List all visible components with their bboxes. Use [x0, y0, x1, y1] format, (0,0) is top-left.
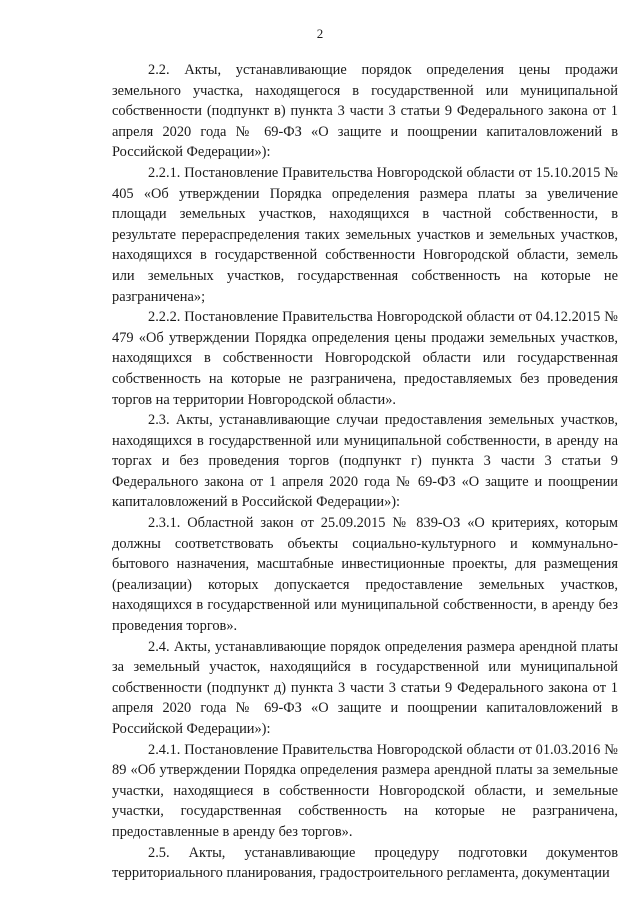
paragraph-2-2: 2.2. Акты, устанавливающие порядок определения цены продажи земельного участка, находящегося в государственной или муниципальной собственности (подпункт в) пункта 3 части 3 статьи 9 Федерального закона от 1 апреля 2020 года № 69-ФЗ «О защите и поощрении капиталовложений в Российской Федерации»): — [112, 62, 618, 161]
document-body — [112, 60, 618, 884]
paragraph-2-4-1: 2.4.1. Постановление Правительства Новгородской области от 01.03.2016 № 89 «Об утверждении Порядка определения размера арендной платы за земельные участки, находящиеся в собственности Новгородской области, и земельные участки, государственная собственность на которые не разграничена, предоставленные в аренду без торгов». — [112, 741, 618, 840]
paragraph-2-4: 2.4. Акты, устанавливающие порядок определения размера арендной платы за земельный участок, находящийся в государственной или муниципальной собственности (подпункт д) пункта 3 части 3 статьи 9 Федерального закона от 1 апреля 2020 года № 69-ФЗ «О защите и поощрении капиталовложений в Российской Федерации»): — [112, 638, 618, 737]
paragraph-2-5: 2.5. Акты, устанавливающие процедуру подготовки документов территориального планирования, градостроительного регламента, документации — [112, 844, 618, 882]
paragraph-2-3: 2.3. Акты, устанавливающие случаи предоставления земельных участков, находящихся в государственной или муниципальной собственности, в аренду на торгах и без проведения торгов (подпункт г) пункта 3 части 3 статьи 9 Федерального закона от 1 апреля 2020 года № 69-ФЗ «О защите и поощрении капиталовложений в Российской Федерации»): — [112, 412, 618, 511]
page-number: 2 — [316, 26, 324, 41]
paragraph-2-2-2: 2.2.2. Постановление Правительства Новгородской области от 04.12.2015 № 479 «Об утверждении Порядка определения цены продажи земельных участков, находящихся в собственности Новгородской области или государственная собственность на которые не разграничена, предоставляемых без проведения торгов на территории Новгородской области». — [112, 309, 618, 408]
paragraph-2-3-1: 2.3.1. Областной закон от 25.09.2015 № 839-ОЗ «О критериях, которым должны соответствовать объекты социально-культурного и коммунально-бытового назначения, масштабные инвестиционные проекты, для размещения (реализации) которых допускается предоставление земельных участков, находящихся в государственной или муниципальной собственности, в аренду без проведения торгов». — [112, 515, 618, 635]
paragraph-2-2-1: 2.2.1. Постановление Правительства Новгородской области от 15.10.2015 № 405 «Об утверждении Порядка определения размера платы за увеличение площади земельных участков, находящихся в частной собственности, в результате перераспределения таких земельных участков и земельных участков, находящихся в государственной собственности Новгородской области, земель или земельных участков, государственная собственность на которые не разграничена»; — [112, 164, 618, 305]
